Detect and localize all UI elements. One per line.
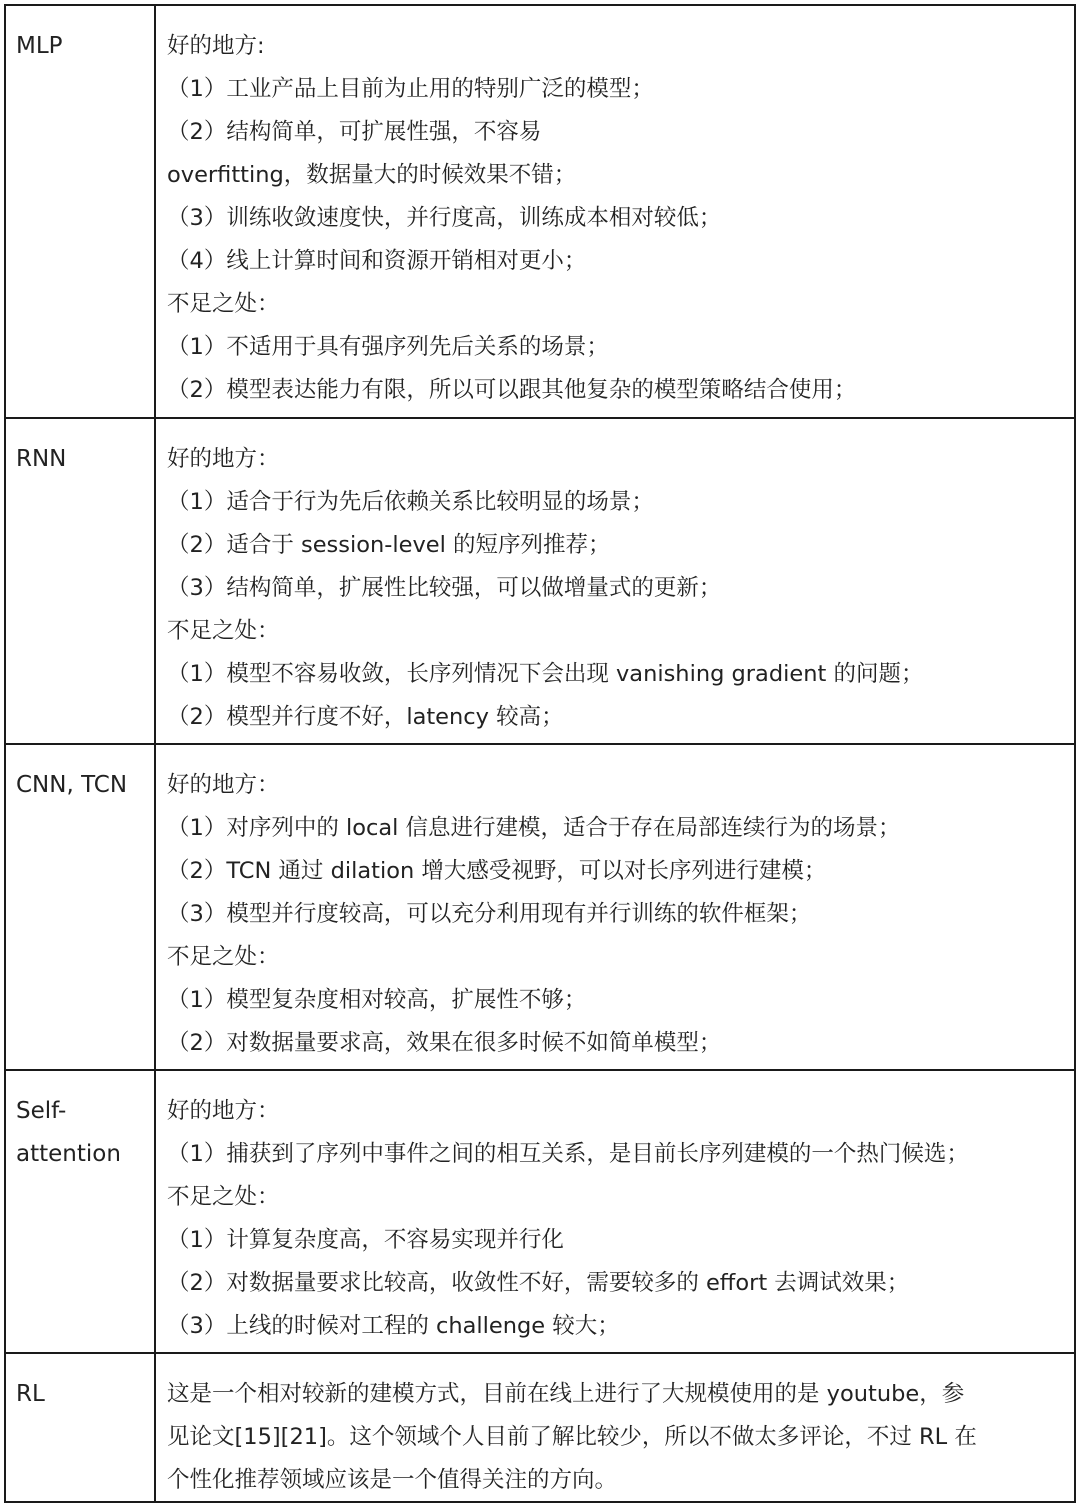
model-description-cell bbox=[156, 6, 1074, 417]
cons-heading: 不足之处： bbox=[167, 1184, 280, 1210]
table-row-cnn-tcn bbox=[6, 743, 1074, 1069]
list-item: （2）模型表达能力有限，所以可以跟其他复杂的模型策略结合使用； bbox=[167, 377, 857, 403]
cons-heading: 不足之处： bbox=[167, 944, 280, 970]
list-item: （2）TCN 通过 dilation 增大感受视野，可以对长序列进行建模； bbox=[167, 858, 827, 884]
cons-heading: 不足之处： bbox=[167, 291, 280, 317]
list-item: （3）结构简单，扩展性比较强，可以做增量式的更新； bbox=[167, 575, 722, 601]
list-item: （1）计算复杂度高，不容易实现并行化 bbox=[167, 1227, 564, 1253]
list-item: （3）训练收敛速度快，并行度高，训练成本相对较低； bbox=[167, 205, 722, 231]
model-name: MLP bbox=[16, 33, 63, 59]
model-name-cell bbox=[6, 745, 156, 1069]
model-name: RL bbox=[16, 1381, 45, 1407]
list-item: （1）模型复杂度相对较高，扩展性不够； bbox=[167, 987, 587, 1013]
pros-heading: 好的地方： bbox=[167, 1098, 280, 1124]
list-item: （2）对数据量要求高，效果在很多时候不如简单模型； bbox=[167, 1030, 722, 1056]
model-name: CNN, TCN bbox=[16, 772, 128, 798]
table-row-mlp bbox=[6, 6, 1074, 417]
table-row-self-attention bbox=[6, 1069, 1074, 1352]
model-description-cell bbox=[156, 745, 1074, 1069]
list-item: （2）模型并行度不好，latency 较高； bbox=[167, 704, 564, 730]
list-item: （1）工业产品上目前为止用的特别广泛的模型； bbox=[167, 76, 654, 102]
list-item: （1）适合于行为先后依赖关系比较明显的场景； bbox=[167, 489, 654, 515]
list-item: （1）不适用于具有强序列先后关系的场景； bbox=[167, 334, 609, 360]
list-item: （3）上线的时候对工程的 challenge 较大； bbox=[167, 1313, 620, 1339]
cons-heading: 不足之处： bbox=[167, 618, 280, 644]
pros-heading: 好的地方： bbox=[167, 446, 280, 472]
list-item: （1）捕获到了序列中事件之间的相互关系，是目前长序列建模的一个热门候选； bbox=[167, 1141, 969, 1167]
list-item: （2）适合于 session-level 的短序列推荐； bbox=[167, 532, 611, 558]
model-comparison-table bbox=[4, 4, 1076, 1503]
model-name-cell bbox=[6, 1071, 156, 1352]
model-name-cell bbox=[6, 419, 156, 743]
model-description-cell bbox=[156, 1354, 1074, 1501]
table-row-rl bbox=[6, 1352, 1074, 1501]
model-name-line: attention bbox=[16, 1141, 121, 1167]
model-name-cell bbox=[6, 1354, 156, 1501]
pros-heading: 好的地方: bbox=[167, 33, 265, 59]
list-item: （3）模型并行度较高，可以充分利用现有并行训练的软件框架； bbox=[167, 901, 812, 927]
list-item: overfitting，数据量大的时候效果不错； bbox=[167, 162, 577, 188]
list-item: （2）对数据量要求比较高，收敛性不好，需要较多的 effort 去调试效果； bbox=[167, 1270, 910, 1296]
paragraph-line: 见论文[15][21]。这个领域个人目前了解比较少，所以不做太多评论，不过 RL 在 bbox=[167, 1424, 977, 1450]
list-item: （4）线上计算时间和资源开销相对更小； bbox=[167, 248, 587, 274]
paragraph-line: 这是一个相对较新的建模方式，目前在线上进行了大规模使用的是 youtube，参 bbox=[167, 1381, 965, 1407]
model-description-cell bbox=[156, 1071, 1074, 1352]
list-item: （2）结构简单，可扩展性强，不容易 bbox=[167, 119, 542, 145]
list-item: （1）对序列中的 local 信息进行建模，适合于存在局部连续行为的场景； bbox=[167, 815, 901, 841]
table-row-rnn bbox=[6, 417, 1074, 743]
list-item: （1）模型不容易收敛，长序列情况下会出现 vanishing gradient 的问题； bbox=[167, 661, 924, 687]
pros-heading: 好的地方： bbox=[167, 772, 280, 798]
model-description-cell bbox=[156, 419, 1074, 743]
paragraph-line: 个性化推荐领域应该是一个值得关注的方向。 bbox=[167, 1467, 618, 1493]
model-name-line: Self- bbox=[16, 1098, 67, 1124]
model-name-cell bbox=[6, 6, 156, 417]
model-name: RNN bbox=[16, 446, 67, 472]
